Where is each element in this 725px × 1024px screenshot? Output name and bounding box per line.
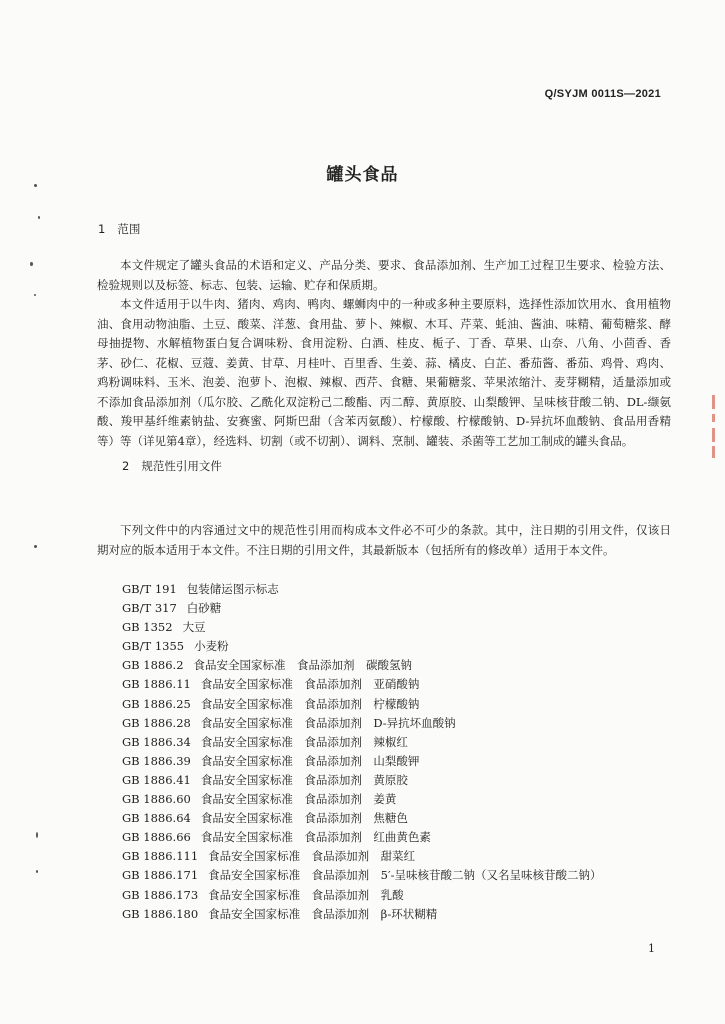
- reference-item: [122, 580, 682, 599]
- reference-title: 食品安全国家标准 食品添加剂 5′-呈味核苷酸二钠（又名呈味核苷酸二钠）: [208, 868, 602, 883]
- scan-speck: [34, 545, 37, 548]
- reference-code: GB/T 191: [122, 582, 177, 596]
- section-heading-references: [122, 458, 222, 474]
- reference-title: 食品安全国家标准 食品添加剂 山梨酸钾: [200, 753, 420, 768]
- reference-item: [122, 809, 682, 828]
- page-number: 1: [648, 942, 655, 955]
- scan-speck: [36, 870, 38, 873]
- standard-code: Q/SYJM 0011S—2021: [544, 88, 661, 100]
- reference-code: GB 1886.41: [122, 772, 191, 787]
- reference-title: 食品安全国家标准 食品添加剂 甜菜红: [208, 849, 416, 864]
- reference-item: [122, 675, 682, 694]
- stamp-edge: [712, 428, 715, 442]
- reference-title: 食品安全国家标准 食品添加剂 β-环状糊精: [208, 906, 438, 921]
- reference-code: GB 1886.60: [122, 792, 191, 807]
- reference-title: 白砂糖: [186, 601, 222, 616]
- reference-item: [122, 886, 682, 905]
- reference-item: [122, 905, 682, 924]
- reference-title: 食品安全国家标准 食品添加剂 亚硝酸钠: [200, 677, 420, 692]
- reference-code: GB 1886.111: [122, 849, 199, 864]
- scan-speck: [30, 262, 33, 266]
- scan-speck: [34, 294, 36, 296]
- reference-title: 食品安全国家标准 食品添加剂 姜黄: [200, 792, 397, 807]
- reference-item: [122, 752, 682, 771]
- scan-speck: [34, 184, 37, 187]
- reference-item: [122, 866, 682, 885]
- reference-code: GB 1886.173: [122, 887, 199, 902]
- reference-code: GB 1886.25: [122, 696, 191, 711]
- reference-title: 食品安全国家标准 食品添加剂 柠檬酸钠: [200, 696, 420, 711]
- reference-code: GB 1886.11: [122, 677, 191, 692]
- reference-code: GB 1352: [122, 620, 173, 635]
- reference-item: [122, 637, 682, 656]
- reference-title: 包装储运图示标志: [186, 582, 279, 596]
- section-heading-scope: [98, 221, 140, 237]
- page-title: 罐头食品: [326, 165, 399, 185]
- reference-code: GB 1886.28: [122, 715, 191, 730]
- reference-item: [122, 790, 682, 809]
- references-intro: 下列文件中的内容通过文中的规范性引用而构成本文件必不可少的条款。其中，注日期的引用文件，仅该日期对应的版本适用于本文件。不注日期的引用文件，其最新版本（包括所有的修改单）适用于本文件。: [97, 523, 671, 557]
- stamp-edge: [712, 414, 715, 422]
- reference-item: [122, 771, 682, 790]
- reference-code: GB 1886.66: [122, 830, 191, 845]
- reference-title: 小麦粉: [194, 639, 229, 654]
- reference-code: GB 1886.2: [122, 658, 184, 673]
- scope-paragraph-1: 本文件规定了罐头食品的术语和定义、产品分类、要求、食品添加剂、生产加工过程卫生要求、检验方法、检验规则以及标签、标志、包装、运输、贮存和保质期。: [97, 258, 671, 292]
- section-number: 2: [122, 459, 130, 473]
- scan-speck: [38, 216, 40, 219]
- reference-list: [122, 580, 682, 924]
- reference-code: GB 1886.39: [122, 753, 191, 768]
- reference-item: [122, 828, 682, 847]
- reference-item: [122, 714, 682, 733]
- reference-title: 食品安全国家标准 食品添加剂 乳酸: [208, 887, 404, 902]
- stamp-edge: [712, 395, 715, 409]
- reference-title: 食品安全国家标准 食品添加剂 辣椒红: [200, 734, 408, 749]
- scan-speck: [36, 832, 38, 838]
- section-title: 规范性引用文件: [141, 459, 222, 473]
- reference-title: 食品安全国家标准 食品添加剂 碳酸氢钠: [193, 658, 413, 673]
- reference-item: [122, 733, 682, 752]
- reference-code: GB 1886.34: [122, 734, 191, 749]
- reference-title: 食品安全国家标准 食品添加剂 焦糖色: [200, 811, 408, 826]
- reference-item: [122, 695, 682, 714]
- reference-title: 食品安全国家标准 食品添加剂 黄原胶: [200, 772, 408, 787]
- reference-title: 食品安全国家标准 食品添加剂 D-异抗坏血酸钠: [200, 715, 456, 730]
- reference-item: [122, 618, 682, 637]
- reference-code: GB/T 1355: [122, 639, 185, 654]
- reference-item: [122, 656, 682, 675]
- reference-item: [122, 847, 682, 866]
- section-number: 1: [98, 222, 106, 236]
- reference-title: 食品安全国家标准 食品添加剂 红曲黄色素: [200, 830, 431, 845]
- reference-code: GB 1886.180: [122, 906, 199, 921]
- reference-code: GB 1886.64: [122, 811, 191, 826]
- reference-item: [122, 599, 682, 618]
- reference-code: GB/T 317: [122, 601, 177, 616]
- reference-title: 大豆: [182, 620, 206, 635]
- reference-code: GB 1886.171: [122, 868, 199, 883]
- scope-paragraph-2: 本文件适用于以牛肉、猪肉、鸡肉、鸭肉、螺蛳肉中的一种或多种主要原料，选择性添加饮用水、食用植物油、食用动物油脂、土豆、酸菜、洋葱、食用盐、萝卜、辣椒、木耳、芹菜、蚝油、酱油、味精、葡萄糖浆、酵母抽提物、水解植物蛋白复合调味粉、食用淀粉、白酒、桂皮、栀子、丁香、草果、山奈、八角、小茴香、香茅、砂仁、花椒、豆蔻、姜黄、甘草、月桂叶、百里香、生姜、蒜、橘皮、白芷、番茄酱、番茄、鸡骨、鸡肉、鸡粉调味料、玉米、泡姜、泡萝卜、泡椒、辣椒、西芹、食糖、果葡糖浆、苹果浓缩汁、麦芽糊精，适量添加或不添加食品添加剂（瓜尔胶、乙酰化双淀粉己二酸酯、丙二醇、黄原胶、山梨酸钾、呈味核苷酸二钠、DL-缬氨酸、羧甲基纤维素钠盐、安赛蜜、阿斯巴甜（含苯丙氨酸）、柠檬酸、柠檬酸钠、D-异抗坏血酸钠、食品用香精等）等（详见第4章），经选料、切割（或不切割）、调料、烹制、罐装、杀菌等工艺加工制成的罐头食品。: [97, 297, 671, 448]
- stamp-edge: [712, 446, 715, 458]
- section-title: 范围: [117, 222, 141, 236]
